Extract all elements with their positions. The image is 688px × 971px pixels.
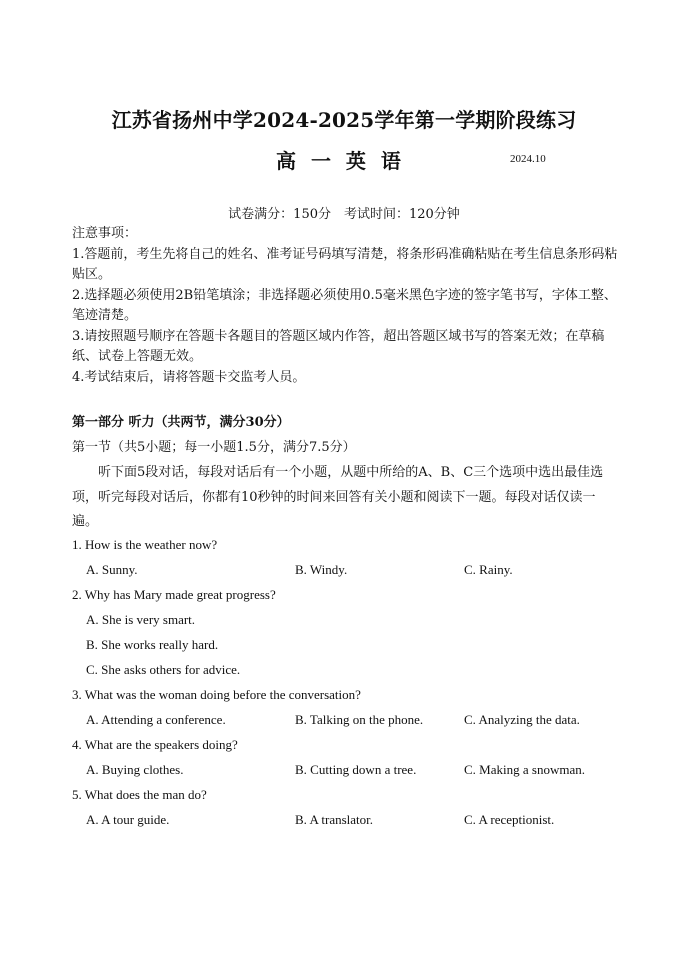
question-5-option-c: C. A receptionist.	[464, 812, 555, 827]
note-item-4: 4.考试结束后，请将答题卡交监考人员。	[72, 369, 306, 385]
question-2-stem: 2. Why has Mary made great progress?	[72, 587, 276, 602]
question-1-stem: 1. How is the weather now?	[72, 537, 218, 552]
question-1-option-b: B. Windy.	[295, 562, 348, 577]
question-4-stem: 4. What are the speakers doing?	[72, 737, 238, 752]
subject-title: 高 一 英 语	[276, 149, 405, 173]
notes-block	[72, 224, 620, 388]
question-2-option-b: B. She works really hard.	[86, 637, 219, 652]
question-4-option-a: A. Buying clothes.	[86, 762, 184, 777]
question-2-option-c: C. She asks others for advice.	[86, 662, 241, 677]
question-4-option-c: C. Making a snowman.	[464, 762, 585, 777]
question-3-stem: 3. What was the woman doing before the conversation?	[72, 687, 361, 702]
question-5-option-b: B. A translator.	[295, 812, 373, 827]
listening-instructions: 听下面5段对话，每段对话后有一个小题，从题中所给的A、B、C三个选项中选出最佳选项，听完每段对话后，你都有10秒钟的时间来回答有关小题和阅读下一题。每段对话仅读一遍。	[72, 465, 604, 529]
question-5-option-a: A. A tour guide.	[86, 812, 170, 827]
question-1-option-a: A. Sunny.	[86, 562, 138, 577]
exam-info: 试卷满分：150分 考试时间：120分钟	[228, 207, 460, 222]
note-item-1: 1.答题前，考生先将自己的姓名、准考证号码填写清楚，将条形码准确粘贴在考生信息条形码粘贴区。	[72, 246, 618, 282]
note-item-2: 2.选择题必须使用2B铅笔填涂；非选择题必须使用0.5毫米黑色字迹的签字笔书写，字体工整、笔迹清楚。	[72, 287, 617, 323]
note-item-3: 3.请按照题号顺序在答题卡各题目的答题区域内作答，超出答题区域书写的答案无效；在草稿纸、试卷上答题无效。	[72, 328, 605, 364]
exam-title: 江苏省扬州中学2024-2025学年第一学期阶段练习	[111, 108, 577, 132]
question-2-option-a: A. She is very smart.	[86, 612, 196, 627]
exam-date: 2024.10	[510, 153, 546, 165]
question-3-option-a: A. Attending a conference.	[86, 712, 226, 727]
subsection-header: 第一节（共5小题；每一小题1.5分，满分7.5分）	[72, 440, 356, 455]
question-3-option-b: B. Talking on the phone.	[295, 712, 424, 727]
question-4-option-b: B. Cutting down a tree.	[295, 762, 417, 777]
question-1-option-c: C. Rainy.	[464, 562, 513, 577]
notes-heading: 注意事项：	[72, 226, 138, 241]
question-3-option-c: C. Analyzing the data.	[464, 712, 580, 727]
question-5-stem: 5. What does the man do?	[72, 787, 207, 802]
section-header: 第一部分 听力（共两节，满分30分）	[72, 415, 290, 430]
